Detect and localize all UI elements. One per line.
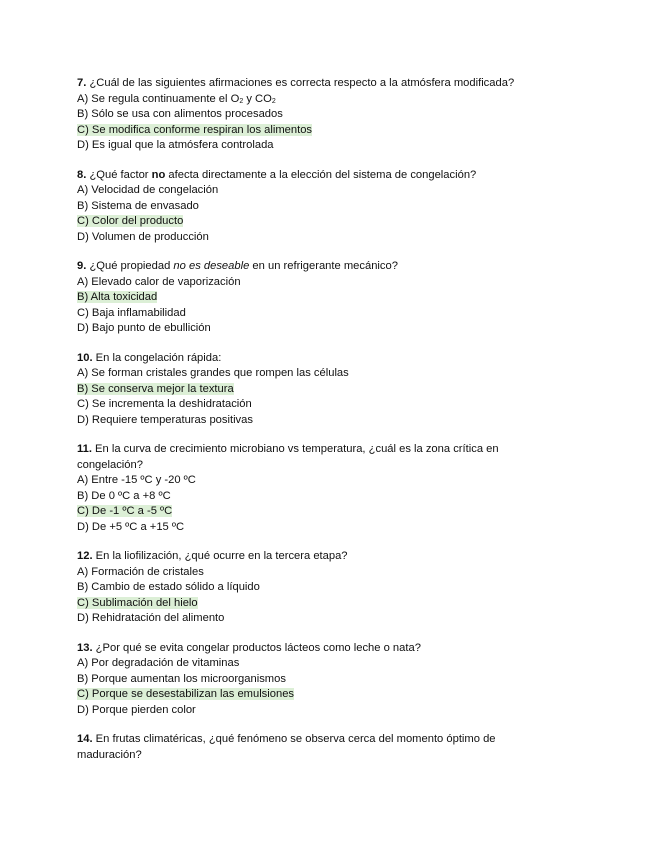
answer-option [77, 703, 547, 719]
question-text-segment: no es deseable [173, 260, 250, 272]
answer-option-label [77, 108, 283, 120]
question-text [77, 76, 547, 92]
answer-option-text: B) Se conserva mejor la textura [77, 382, 234, 395]
answer-option-text: C) Se modifica conforme respiran los alimentos [77, 123, 313, 136]
answer-option [77, 520, 547, 536]
question-block [77, 732, 547, 763]
answer-option-text: C) Se incrementa la deshidratación [77, 398, 252, 410]
question-number: 7. [77, 77, 87, 89]
answer-option-label [77, 657, 239, 669]
answer-option-text: B) Sólo se usa con alimentos procesados [77, 108, 283, 120]
answer-option [77, 321, 547, 337]
question-text-segment: En frutas climatéricas, ¿qué fenómeno se observa cerca del momento óptimo de maduración? [77, 733, 496, 761]
question-text-segment: afecta directamente a la elección del sistema de congelación? [165, 168, 477, 181]
question-text [77, 168, 547, 184]
answer-option-text: B) De 0 ºC a +8 ºC [77, 489, 171, 502]
question-number: 8. [77, 168, 87, 181]
answer-option-label [77, 704, 196, 716]
answer-option-text: D) Bajo punto de ebullición [77, 322, 211, 334]
answer-option [77, 199, 547, 215]
question-text [77, 442, 547, 473]
answer-option-text: D) De +5 ºC a +15 ºC [77, 520, 185, 533]
answer-option [77, 473, 547, 489]
question-block [77, 168, 547, 246]
question-text-segment: En la curva de crecimiento microbiano vs temperatura, ¿cuál es la zona crítica en congelación? [77, 443, 499, 471]
answer-option-label [77, 688, 294, 700]
answer-option-text: B) Sistema de envasado [77, 199, 199, 212]
question-text [77, 259, 547, 275]
question-text-segment: ¿Qué propiedad [86, 260, 174, 272]
question-text [77, 641, 547, 657]
answer-option-text: D) Rehidratación del alimento [77, 612, 225, 624]
answer-option [77, 656, 547, 672]
answer-option [77, 306, 547, 322]
question-text [77, 549, 547, 565]
answer-option [77, 92, 547, 108]
answer-option-text: D) Porque pierden color [77, 703, 196, 716]
answer-option-correct [77, 382, 547, 398]
answer-option-text: C) Porque se desestabilizan las emulsiones [77, 688, 295, 700]
answer-option-text: A) Velocidad de congelación [77, 184, 219, 196]
question-block [77, 549, 547, 627]
answer-option-label [77, 383, 234, 395]
answer-option-label [77, 398, 252, 410]
answer-option [77, 565, 547, 581]
answer-option-text: D) Requiere temperaturas positivas [77, 413, 253, 426]
answer-option-text: B) Porque aumentan los microorganismos [77, 672, 286, 685]
answer-option-label [77, 231, 209, 243]
answer-option-correct [77, 290, 547, 306]
question-number: 14. [77, 733, 93, 745]
answer-option-text: y CO [243, 92, 272, 105]
answer-option-label [77, 673, 286, 685]
answer-option [77, 366, 547, 382]
question-text-segment: ¿Qué factor [86, 168, 152, 181]
answer-option-text: B) Alta toxicidad [77, 291, 158, 303]
question-number: 13. [77, 641, 93, 654]
answer-option-label [77, 612, 224, 624]
answer-option [77, 275, 547, 291]
question-block [77, 641, 547, 719]
answer-option-label [77, 566, 204, 578]
answer-option-text: C) Sublimación del hielo [77, 596, 198, 609]
answer-option [77, 107, 547, 123]
question-number: 9. [77, 260, 87, 272]
question-block [77, 259, 547, 337]
answer-option-text: A) Entre -15 ºC y -20 ºC [77, 474, 196, 486]
answer-option-text: A) Se regula continuamente el O [77, 92, 240, 105]
answer-option-correct [77, 504, 547, 520]
answer-option-text: A) Se forman cristales grandes que rompen las células [77, 367, 349, 379]
answer-option-label [77, 93, 276, 105]
answer-option-text: B) Cambio de estado sólido a líquido [77, 581, 260, 593]
answer-option [77, 183, 547, 199]
answer-option-label [77, 597, 198, 609]
answer-option-label [77, 322, 211, 334]
question-text [77, 351, 547, 367]
answer-option-text: A) Formación de cristales [77, 565, 204, 578]
answer-option-label [77, 276, 241, 288]
answer-option-text: D) Es igual que la atmósfera controlada [77, 139, 274, 151]
answer-option-label [77, 414, 253, 426]
quiz-document [77, 76, 547, 777]
subscript: 2 [239, 97, 244, 105]
question-text-segment: En la congelación rápida: [92, 351, 222, 364]
answer-option [77, 489, 547, 505]
answer-option-label [77, 184, 218, 196]
answer-option-correct [77, 687, 547, 703]
question-number: 11. [77, 443, 92, 455]
answer-option-label [77, 367, 349, 379]
answer-option-label [77, 291, 157, 303]
question-number: 12. [77, 550, 93, 562]
answer-option-label [77, 215, 183, 227]
answer-option-text: A) Elevado calor de vaporización [77, 275, 241, 288]
question-number: 10. [77, 351, 93, 364]
answer-option-text: D) Volumen de producción [77, 230, 209, 243]
answer-option-label [77, 200, 199, 212]
answer-option-text: C) Color del producto [77, 215, 184, 227]
answer-option [77, 580, 547, 596]
answer-option-label [77, 307, 186, 319]
answer-option-text: C) De -1 ºC a -5 ºC [77, 505, 173, 517]
subscript: 2 [271, 97, 276, 105]
answer-option [77, 138, 547, 154]
answer-option-correct [77, 596, 547, 612]
answer-option [77, 672, 547, 688]
question-text-segment: En la liofilización, ¿qué ocurre en la tercera etapa? [92, 550, 348, 562]
answer-option-label [77, 581, 260, 593]
answer-option-text: C) Baja inflamabilidad [77, 306, 186, 319]
question-block [77, 442, 547, 535]
answer-option-label [77, 505, 172, 517]
question-text-segment: ¿Cuál de las siguientes afirmaciones es correcta respecto a la atmósfera modificada? [86, 77, 515, 89]
answer-option-label [77, 124, 312, 136]
question-text-segment: no [151, 168, 166, 181]
answer-option [77, 230, 547, 246]
answer-option [77, 413, 547, 429]
answer-option [77, 397, 547, 413]
question-text [77, 732, 547, 763]
answer-option [77, 611, 547, 627]
answer-option-correct [77, 123, 547, 139]
question-text-segment: en un refrigerante mecánico? [249, 260, 398, 272]
answer-option-correct [77, 214, 547, 230]
answer-option-label [77, 139, 274, 151]
answer-option-label [77, 521, 184, 533]
question-block [77, 351, 547, 429]
question-block [77, 76, 547, 154]
answer-option-label [77, 474, 196, 486]
answer-option-label [77, 490, 171, 502]
answer-option-text: A) Por degradación de vitaminas [77, 657, 240, 669]
question-text-segment: ¿Por qué se evita congelar productos lácteos como leche o nata? [92, 641, 421, 654]
